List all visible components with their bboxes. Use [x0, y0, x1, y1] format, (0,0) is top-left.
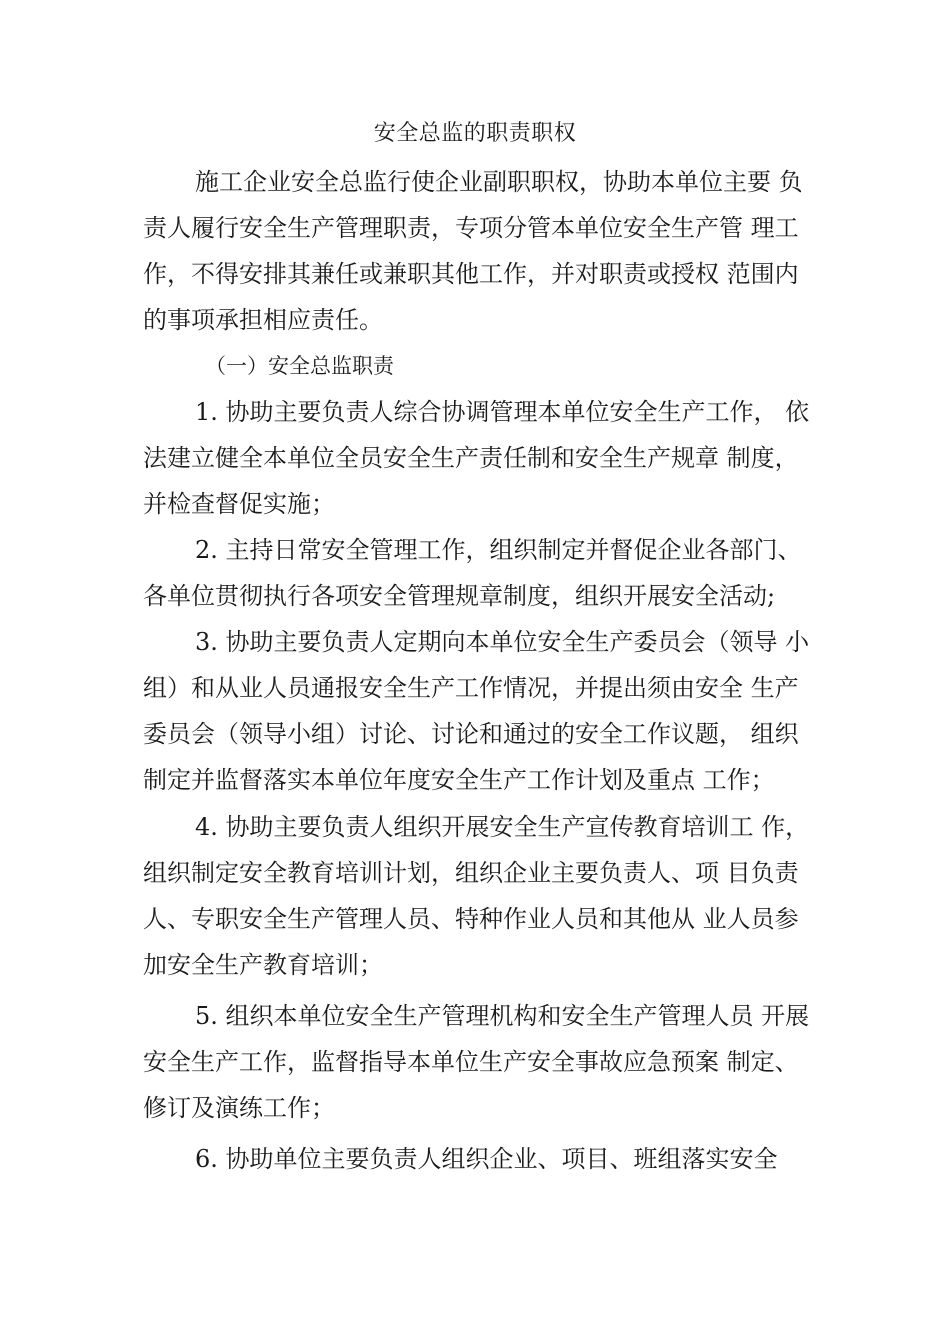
intro-line-4: 的事项承担相应责任。 — [143, 306, 383, 334]
item-3-line-4: 制定并监督落实本单位年度安全生产工作计划及重点 工作； — [143, 766, 775, 794]
item-3-line-1: 3. 协助主要负责人定期向本单位安全生产委员会（领导 小 — [195, 628, 810, 656]
item-1-line-2: 法建立健全本单位全员安全生产责任制和安全生产规章 制度， — [143, 444, 799, 472]
item-3-line-3: 委员会（领导小组）讨论、讨论和通过的安全工作议题， 组织 — [143, 720, 799, 748]
item-4-line-1: 4. 协助主要负责人组织开展安全生产宣传教育培训工 作， — [195, 813, 810, 841]
item-1-line-3: 并检查督促实施； — [143, 490, 335, 518]
item-6-line-1: 6. 协助单位主要负责人组织企业、项目、班组落实安全 — [195, 1145, 778, 1173]
item-2-line-2: 各单位贯彻执行各项安全管理规章制度，组织开展安全活动; — [143, 582, 776, 610]
document-title: 安全总监的职责职权 — [373, 121, 577, 146]
item-1-line-1: 1. 协助主要负责人综合协调管理本单位安全生产工作， 依 — [195, 398, 810, 426]
section-heading: （一）安全总监职责 — [205, 354, 394, 378]
item-3-line-2: 组）和从业人员通报安全生产工作情况，并提出须由安全 生产 — [143, 674, 799, 702]
intro-line-1: 施工企业安全总监行使企业副职职权，协助本单位主要 负 — [195, 168, 803, 196]
item-2-line-1: 2. 主持日常安全管理工作，组织制定并督促企业各部门、 — [195, 536, 802, 564]
intro-line-3: 作，不得安排其兼任或兼职其他工作，并对职责或授权 范围内 — [143, 260, 799, 288]
item-4-line-2: 组织制定安全教育培训计划，组织企业主要负责人、项 目负责 — [143, 859, 799, 887]
intro-line-2: 责人履行安全生产管理职责，专项分管本单位安全生产管 理工 — [143, 214, 799, 242]
item-5-line-3: 修订及演练工作； — [143, 1094, 335, 1122]
item-4-line-4: 加安全生产教育培训； — [143, 951, 383, 979]
item-4-line-3: 人、专职安全生产管理人员、特种作业人员和其他从 业人员参 — [143, 905, 799, 933]
item-5-line-1: 5. 组织本单位安全生产管理机构和安全生产管理人员 开展 — [195, 1002, 810, 1030]
item-5-line-2: 安全生产工作，监督指导本单位生产安全事故应急预案 制定、 — [143, 1048, 799, 1076]
